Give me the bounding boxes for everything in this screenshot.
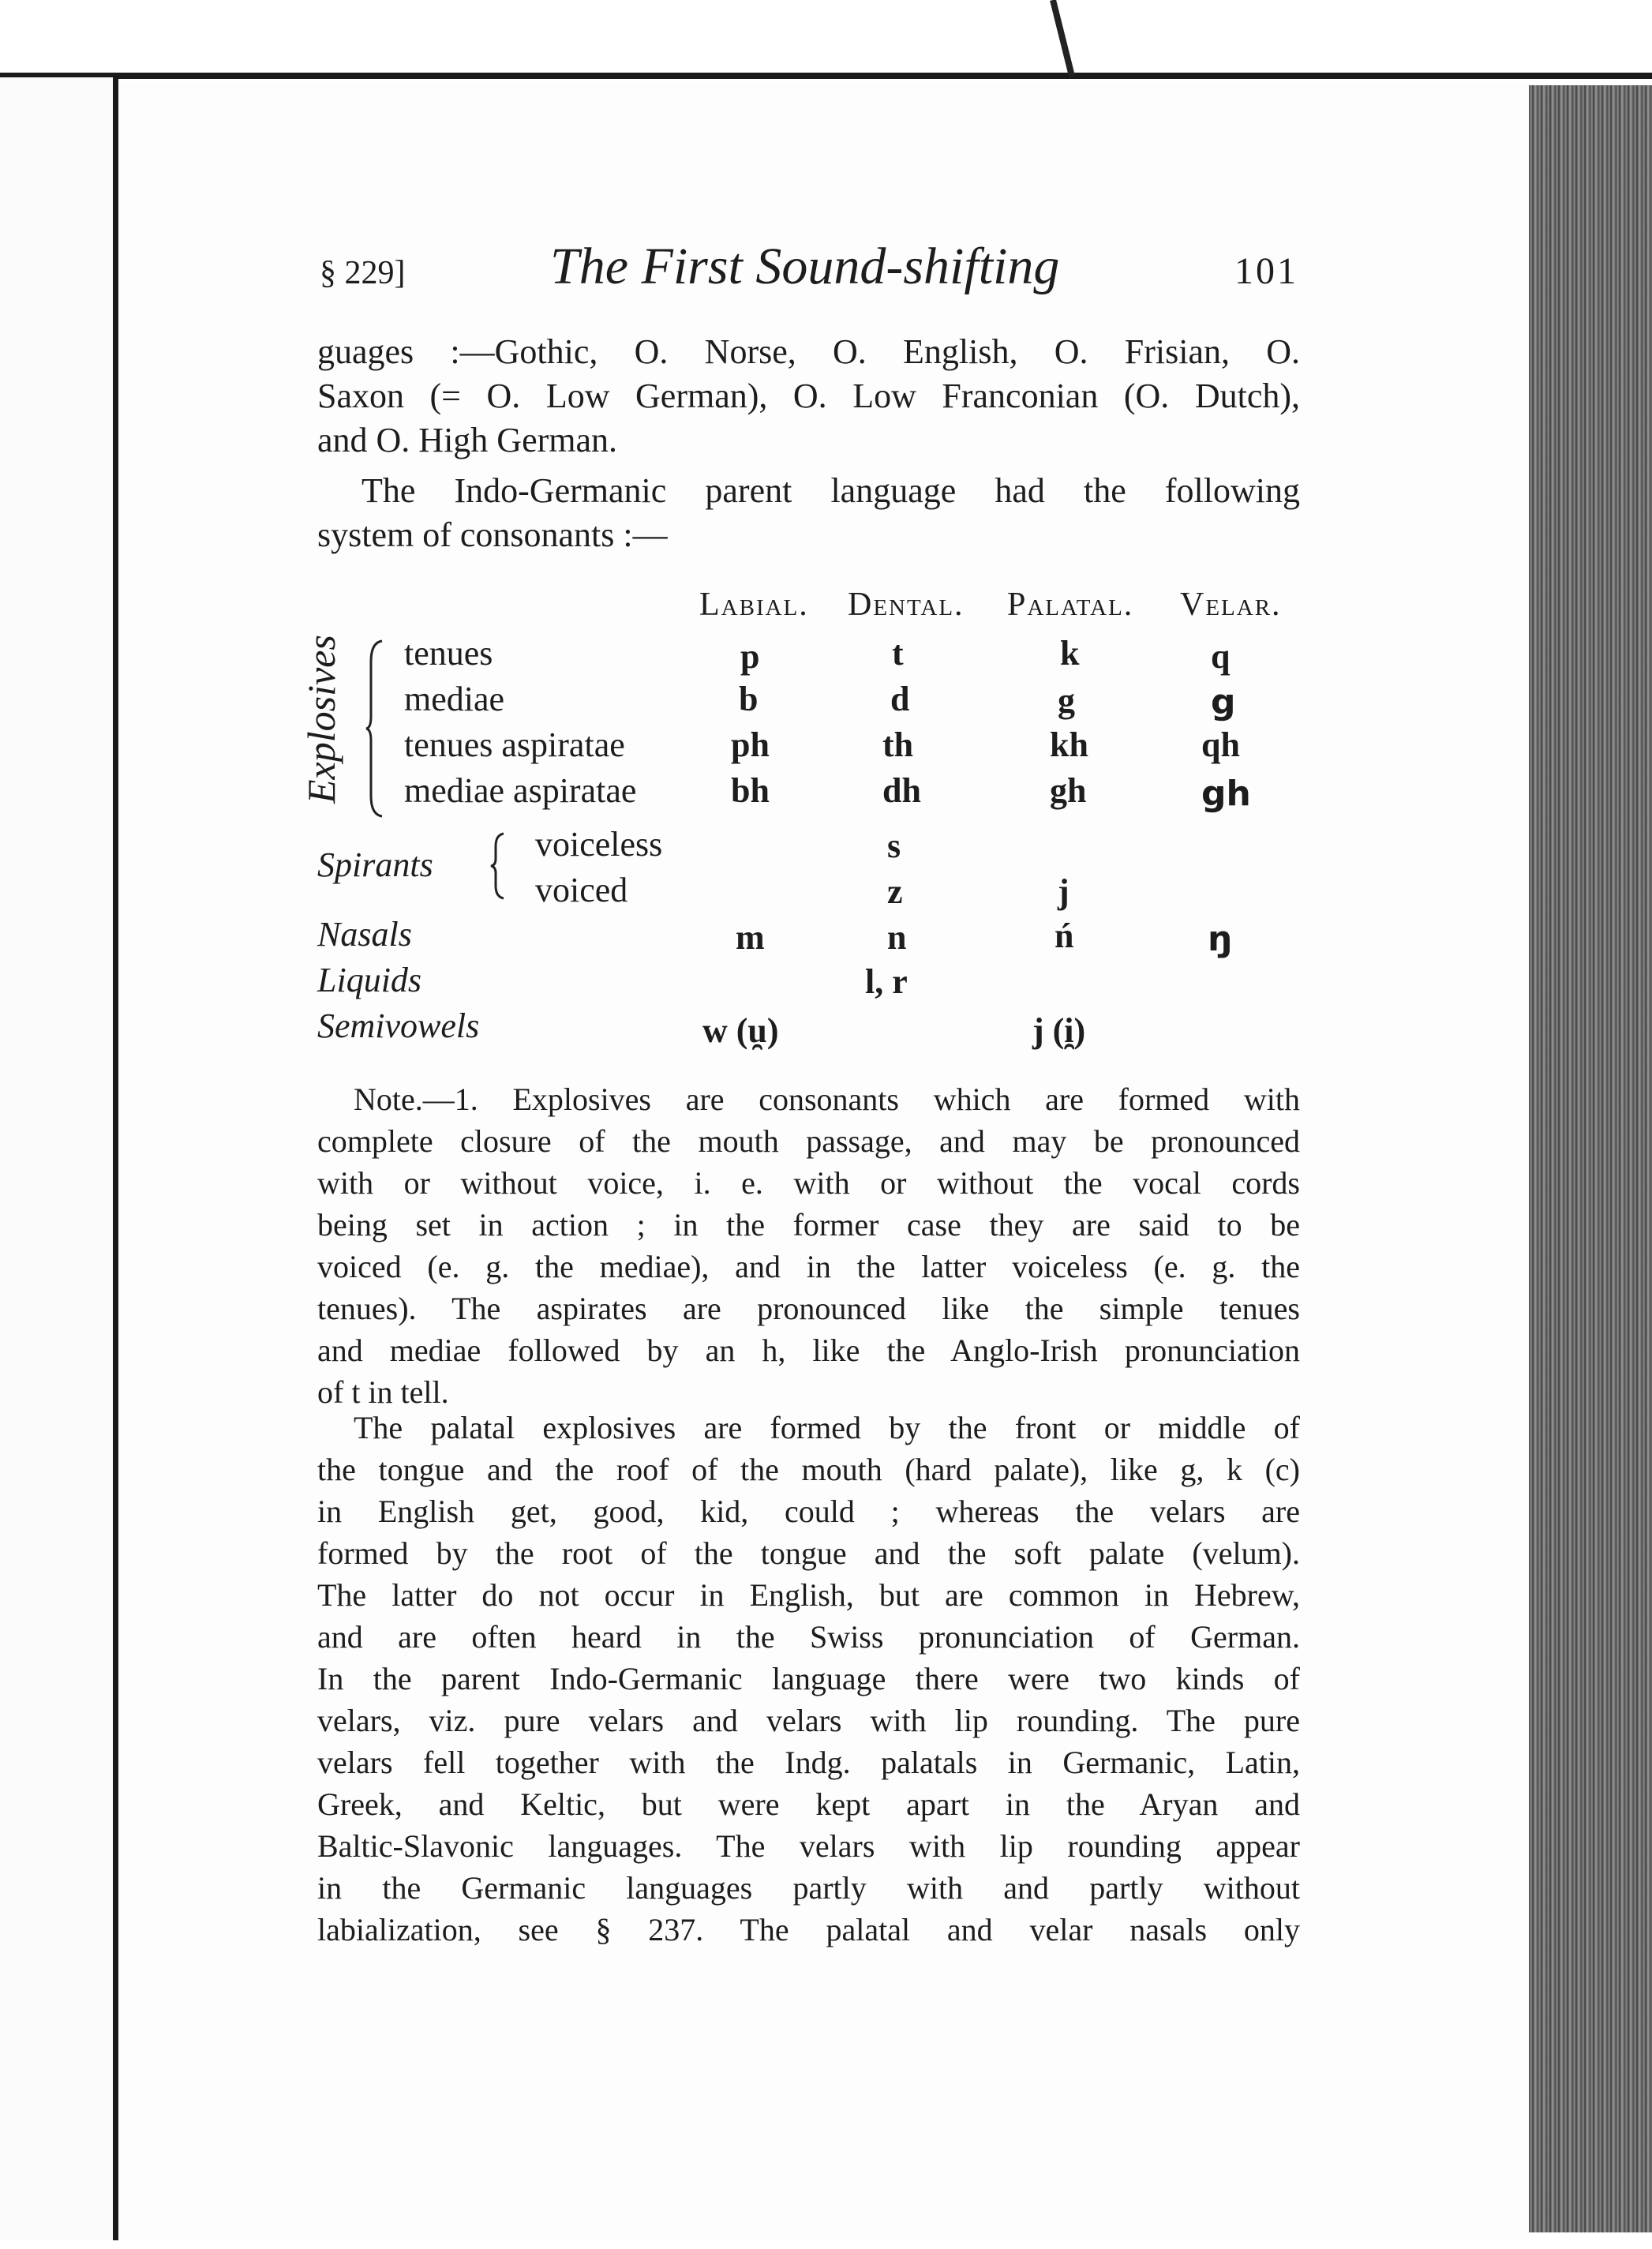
running-head <box>320 237 1298 308</box>
cell-nasals-palatal: ń <box>1055 916 1074 955</box>
cell-tenues-asp-labial: ph <box>731 725 770 764</box>
page-fore-edge <box>1529 85 1652 2232</box>
group-label-semivowels: Semivowels <box>317 1006 480 1045</box>
row-label-tenues-aspiratae: tenues aspiratae <box>404 725 625 764</box>
group-label-explosives: Explosives <box>299 635 343 804</box>
text-line: The palatal explosives are formed by the front or middle of <box>354 1410 1300 1445</box>
text-line: tenues). The aspirates are pronounced like the simple tenues <box>317 1291 1300 1326</box>
text-line: The Indo-Germanic parent language had the following <box>361 471 1300 510</box>
text-line: of t in tell. <box>317 1374 449 1410</box>
text-line: Saxon (= O. Low German), O. Low Franconian (O. Dutch), <box>317 377 1300 415</box>
text-line: Greek, and Keltic, but were kept apart in the Aryan and <box>317 1786 1300 1822</box>
cell-mediae-asp-dental: dh <box>882 771 921 810</box>
text-line: complete closure of the mouth passage, and may be pronounced <box>317 1123 1300 1159</box>
cell-voiced-dental: z <box>887 872 903 911</box>
group-label-nasals: Nasals <box>317 915 412 954</box>
cell-tenues-dental: t <box>892 634 904 673</box>
cell-nasals-velar: ŋ <box>1208 919 1233 959</box>
text-line: and O. High German. <box>317 421 618 459</box>
row-label-voiced: voiced <box>535 871 628 909</box>
text-line: velars fell together with the Indg. palatals in Germanic, Latin, <box>317 1745 1300 1780</box>
page-number: 101 <box>1234 250 1298 292</box>
cell-nasals-dental: n <box>887 918 907 957</box>
page-title: The First Sound-shifting <box>550 238 1060 295</box>
cell-voiced-palatal: j <box>1058 872 1069 911</box>
text-line: guages :—Gothic, O. Norse, O. English, O. Frisian, O. <box>317 332 1300 371</box>
text-line: with or without voice, i. e. with or without the vocal cords <box>317 1165 1300 1201</box>
group-label-spirants: Spirants <box>317 845 433 884</box>
cell-tenues-velar: q <box>1211 637 1231 676</box>
text-line: Baltic-Slavonic languages. The velars with lip rounding appear <box>317 1828 1300 1864</box>
column-header-velar: Velar. <box>1180 587 1282 623</box>
binding-thread <box>1050 0 1075 77</box>
cell-tenues-labial: p <box>740 637 760 676</box>
consonant-intro-paragraph <box>317 469 1300 557</box>
cell-liquids-dental: l, r <box>865 962 908 1001</box>
text-line: and are often heard in the Swiss pronunciation of German. <box>317 1619 1300 1655</box>
cell-tenues-palatal: k <box>1060 634 1080 673</box>
cell-mediae-labial: b <box>739 680 759 718</box>
cell-mediae-velar: g <box>1211 682 1236 722</box>
row-label-tenues: tenues <box>404 634 493 673</box>
cell-semivowels-labial: w (u̯) <box>702 1011 779 1050</box>
text-line: The latter do not occur in English, but are common in Hebrew, <box>317 1577 1300 1613</box>
text-line: in English get, good, kid, could ; whereas the velars are <box>317 1494 1300 1529</box>
note-paragraph <box>317 1078 1300 1413</box>
cell-tenues-asp-velar: qh <box>1201 725 1240 764</box>
section-reference: § 229] <box>320 255 406 291</box>
palatal-velar-paragraph <box>317 1407 1300 1951</box>
text-line: and mediae followed by an h, like the Anglo-Irish pronunciation <box>317 1333 1300 1368</box>
cell-mediae-asp-velar: gh <box>1201 774 1251 814</box>
cell-mediae-dental: d <box>890 680 910 718</box>
text-line: formed by the root of the tongue and the soft palate (velum). <box>317 1535 1300 1571</box>
row-label-mediae: mediae <box>404 680 505 718</box>
cell-mediae-asp-palatal: gh <box>1050 771 1087 810</box>
row-label-mediae-aspiratae: mediae aspiratae <box>404 771 637 810</box>
facing-page-edge <box>0 77 118 2240</box>
text-line: In the parent Indo-Germanic language there were two kinds of <box>317 1661 1300 1696</box>
text-line: the tongue and the roof of the mouth (hard palate), like g, k (c) <box>317 1452 1300 1487</box>
cell-nasals-labial: m <box>736 918 765 957</box>
cell-tenues-asp-palatal: kh <box>1050 725 1088 764</box>
cell-voiceless-dental: s <box>887 827 901 865</box>
cell-mediae-asp-labial: bh <box>731 771 770 810</box>
column-header-labial: Labial. <box>699 587 809 623</box>
text-line: labialization, see § 237. The palatal and velar nasals only <box>317 1912 1300 1947</box>
group-label-liquids: Liquids <box>317 961 422 999</box>
text-line: system of consonants :— <box>317 515 668 554</box>
text-line: in the Germanic languages partly with and partly without <box>317 1870 1300 1906</box>
column-header-palatal: Palatal. <box>1007 587 1134 623</box>
intro-paragraph <box>317 330 1300 463</box>
column-header-dental: Dental. <box>848 587 965 623</box>
cell-mediae-palatal: g <box>1058 681 1075 720</box>
text-line: being set in action ; in the former case they are said to be <box>317 1207 1300 1243</box>
cell-tenues-asp-dental: th <box>882 725 914 764</box>
text-line: Note.—1. Explosives are consonants which are formed with <box>354 1081 1300 1117</box>
text-line: voiced (e. g. the mediae), and in the latter voiceless (e. g. the <box>317 1249 1300 1284</box>
text-line: velars, viz. pure velars and velars with lip rounding. The pure <box>317 1703 1300 1738</box>
row-label-voiceless: voiceless <box>535 825 663 864</box>
cell-semivowels-palatal: j (i̯) <box>1032 1011 1086 1050</box>
page-top-border <box>0 73 1652 79</box>
